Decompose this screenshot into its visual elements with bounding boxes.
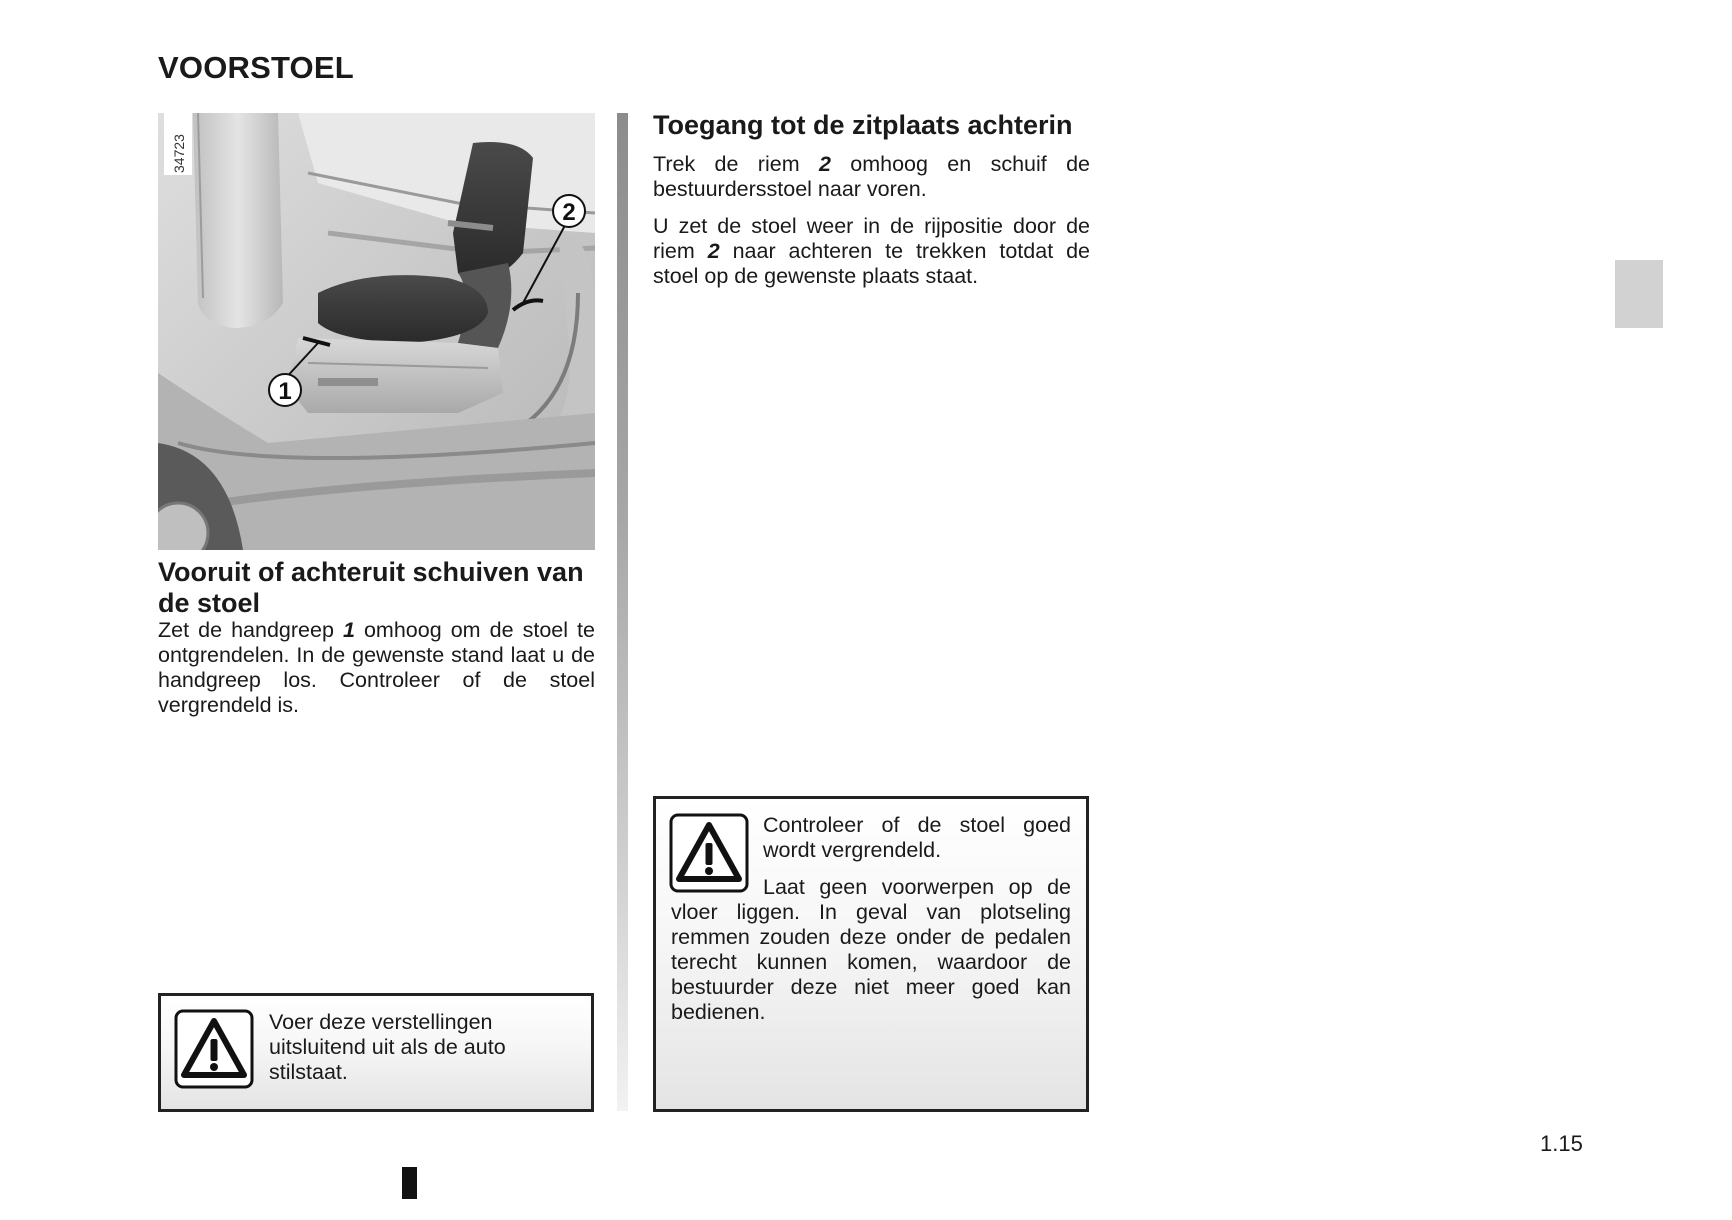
text-span: omhoog en schuif de bestuurdersstoel naar voren. <box>653 152 1090 201</box>
text-span: Zet de handgreep <box>158 618 343 642</box>
text-span: U zet de stoel weer in de rijpositie door de riem <box>653 214 1090 263</box>
page-title: VOORSTOEL <box>158 50 354 85</box>
text-span: omhoog om de stoel te ontgrendelen. In de gewenste stand laat u de handgreep los. Controleer of de stoel vergrendeld is. <box>158 618 595 717</box>
callout-1-label: 1 <box>278 378 292 405</box>
warning-box-lock-and-floor <box>653 796 1089 1112</box>
page-number: 1.15 <box>1540 1131 1583 1156</box>
warning-paragraph: Controleer of de stoel goed wordt vergrendeld. <box>763 813 1071 862</box>
ref-handle-1: 1 <box>342 618 355 642</box>
warning-text: Voer deze verstellingen uitsluitend uit als de auto stilstaat. <box>269 1010 506 1084</box>
text-span: Trek de riem <box>653 152 819 176</box>
callout-2-label: 2 <box>562 199 576 226</box>
callout-1 <box>269 374 301 406</box>
image-reference: 34723 <box>171 134 187 173</box>
warning-triangle-icon <box>669 813 749 893</box>
rear-access-text <box>653 152 1090 301</box>
seat-adjust-text <box>158 618 595 730</box>
warning-box-stationary <box>158 993 594 1112</box>
callout-2 <box>553 195 585 227</box>
section-heading-rear-access: Toegang tot de zitplaats achterin <box>653 110 1073 140</box>
column-divider <box>617 113 628 1111</box>
warning-text <box>656 799 1086 1025</box>
ref-strap-2: 2 <box>818 152 831 176</box>
section-heading-seat-adjust: Vooruit of achteruit schuiven van de stoel <box>158 557 584 618</box>
text-span: naar achteren te trekken totdat de stoel op de gewenste plaats staat. <box>653 239 1090 288</box>
warning-paragraph: Laat geen voorwerpen op de vloer liggen. In geval van plotseling remmen zouden deze onder de pedalen terecht kunnen komen, waardoor de bestuurder deze niet meer goed kan bedienen. <box>671 875 1071 1024</box>
seat-illustration <box>158 113 595 550</box>
chapter-thumb-tab <box>1615 260 1663 328</box>
print-mark <box>402 1167 417 1199</box>
warning-triangle-icon <box>174 1009 254 1089</box>
ref-strap-2: 2 <box>707 239 720 263</box>
